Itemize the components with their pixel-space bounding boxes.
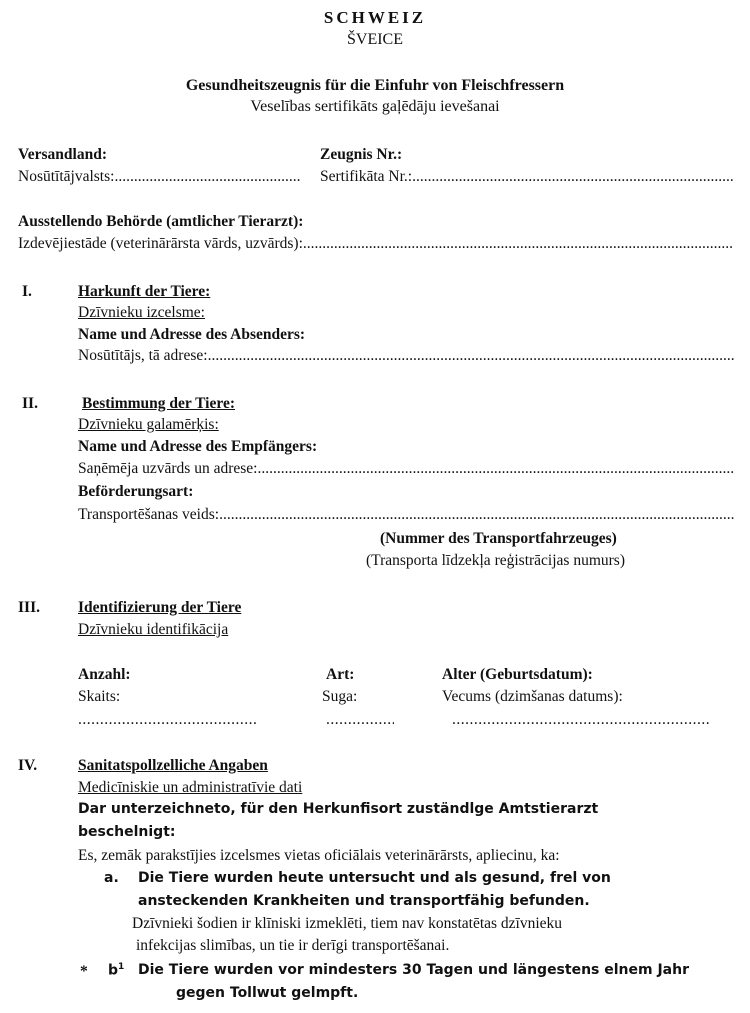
item-a-de-line-1: Die Tiere wurden heute untersucht und als gesund, frel von [138,870,611,886]
intro-de-line-2: beschelnigt: [78,824,176,840]
zeugnis-dots [412,168,734,187]
anzahl-label-lv: Skaits: [78,688,121,705]
section-2-title-de: Bestimmung der Tiere: [82,395,235,412]
befoerderung-dots [219,506,734,525]
behoerde-field[interactable] [18,235,734,254]
alter-label-lv: Vecums (dzimšanas datums): [442,688,623,705]
intro-de-line-1: Dar unterzeichneto, für den Herkunfisort zuständlge Amtstierarzt [78,801,599,817]
transport-number-note-lv: (Transporta līdzekļa reģistrācijas numurs) [366,552,625,569]
zeugnis-label-lv: Sertifikāta Nr.: [320,168,413,185]
absender-label-lv: Nosūtītājs, tā adrese: [78,347,208,364]
item-b-asterisk: * [80,963,88,980]
section-4-title-lv: Medicīniskie un administratīvie dati [78,779,303,796]
alter-dots[interactable] [452,711,710,730]
section-3-title-de: Identifizierung der Tiere [78,599,242,616]
versandland-label-de: Versandland: [18,146,108,163]
section-2-number: II. [22,395,38,412]
section-4-number: IV. [18,757,38,774]
zeugnis-label-de: Zeugnis Nr.: [320,146,403,163]
document-title-de: Gesundheitszeugnis für die Einfuhr von Fleischfressern [185,77,565,94]
section-1-number: I. [22,283,32,300]
befoerderung-label-lv: Transportēšanas veids: [78,506,220,523]
art-label-lv: Suga: [322,688,358,705]
art-dots[interactable] [326,711,394,730]
versandland-label-lv: Nosūtītājvalsts: [18,168,115,185]
document-title-lv: Veselības sertifikāts gaļēdāju ievešanai [250,98,500,115]
alter-label-de: Alter (Geburtsdatum): [442,666,593,683]
section-1-title-de: Harkunft der Tiere: [78,283,211,300]
country-title-de: SCHWEIZ [323,8,427,27]
section-2-title-lv: Dzīvnieku galamērķis: [78,416,219,433]
section-3-title-lv: Dzīvnieku identifikācija [78,621,229,638]
item-a-lv-line-1: Dzīvnieki šodien ir klīniski izmeklēti, tiem nav konstatētas dzīvnieku [132,915,563,932]
item-b-letter: b [108,962,119,979]
versandland-field[interactable] [18,168,300,187]
item-b-de-line-1: Die Tiere wurden vor mindesters 30 Tagen und längestens elnem Jahr [138,962,689,978]
country-title-lv: ŠVEICE [347,31,403,48]
empfaenger-dots [257,460,734,479]
zeugnis-field[interactable] [320,168,734,187]
item-b-footnote-marker: 1 [118,962,125,972]
behoerde-label-lv: Izdevējiestāde (veterinārārsta vārds, uzvārds): [18,235,303,252]
empfaenger-label-de: Name und Adresse des Empfängers: [78,438,318,455]
absender-label-de: Name und Adresse des Absenders: [78,326,306,343]
absender-dots [208,347,734,366]
item-a-de-line-2: ansteckenden Krankheiten und transportfähig befunden. [138,893,590,909]
behoerde-label-de: Ausstellendo Behörde (amtlicher Tierarzt): [18,213,304,230]
befoerderung-field[interactable] [78,506,734,525]
empfaenger-label-lv: Saņēmēja uzvārds un adrese: [78,460,258,477]
section-3-number: III. [18,599,40,616]
section-1-title-lv: Dzīvnieku izcelsme: [78,304,205,321]
behoerde-dots [303,235,734,254]
empfaenger-field[interactable] [78,460,734,479]
item-a-label: a. [104,870,119,886]
section-4-title-de: Sanitatspollzelliche Angaben [78,757,268,774]
intro-lv: Es, zemāk parakstījies izcelsmes vietas oficiālais veterinārārsts, apliecinu, ka: [78,847,560,864]
absender-field[interactable] [78,347,734,366]
item-a-lv-line-2: infekcijas slimības, un tie ir derīgi transportēšanai. [136,937,450,954]
versandland-dots [114,168,300,187]
item-b-label [108,962,124,979]
transport-number-note-de: (Nummer des Transportfahrzeuges) [380,530,617,547]
item-b-de-line-2: gegen Tollwut gelmpft. [176,985,359,1001]
anzahl-dots[interactable] [78,711,258,730]
befoerderung-label-de: Beförderungsart: [78,483,194,500]
art-label-de: Art: [326,666,355,683]
anzahl-label-de: Anzahl: [78,666,131,683]
